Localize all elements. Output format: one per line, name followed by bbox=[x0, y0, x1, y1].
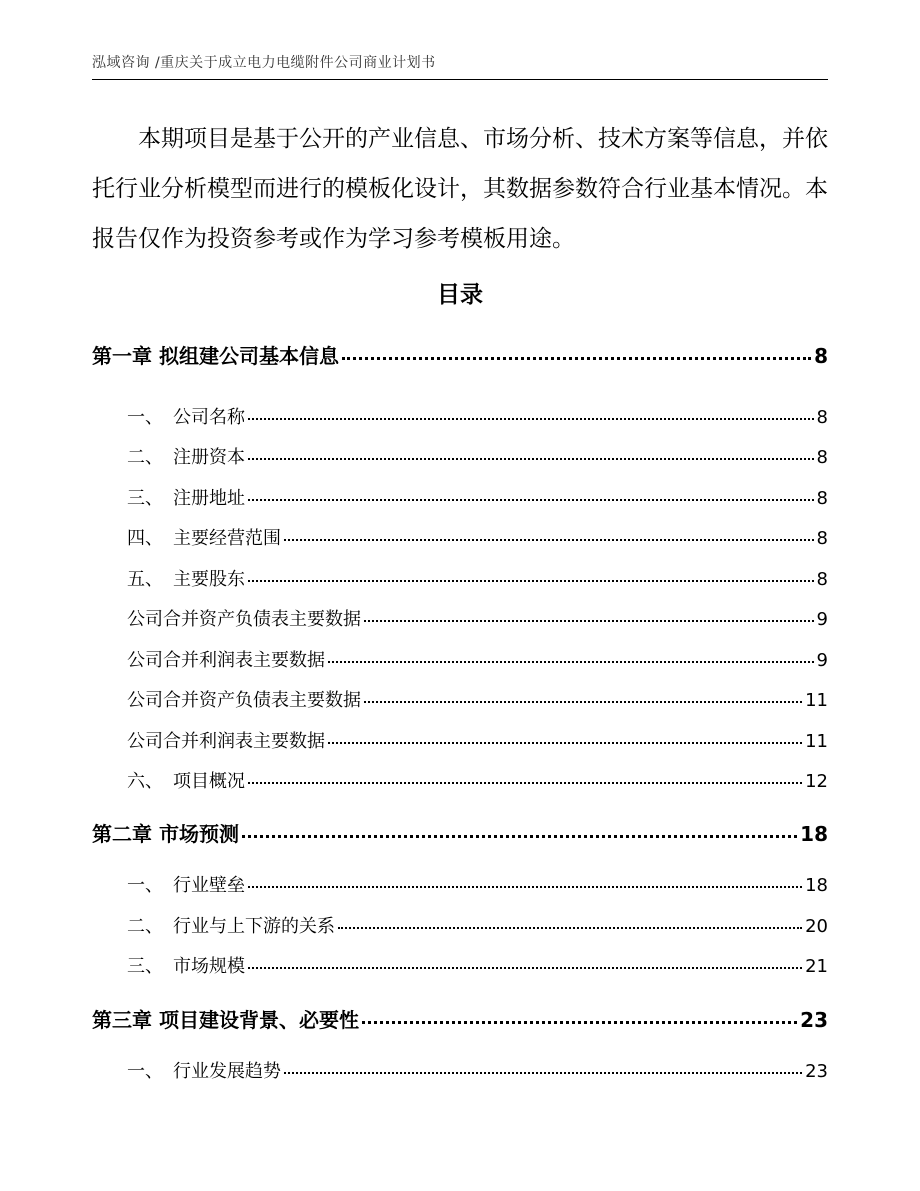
toc-entry-label: 公司合并资产负债表主要数据 bbox=[127, 690, 361, 711]
toc-entry-shareholders[interactable] bbox=[127, 565, 828, 591]
toc-page-number: 12 bbox=[805, 771, 828, 792]
toc-leader-dots bbox=[248, 967, 802, 969]
toc-entry-label: 行业与上下游的关系 bbox=[173, 916, 335, 937]
toc-entry-project-overview[interactable] bbox=[127, 767, 828, 793]
toc-entry-label: 公司合并资产负债表主要数据 bbox=[127, 609, 361, 630]
toc-leader-dots bbox=[364, 620, 814, 622]
toc-entry-upstream-downstream[interactable] bbox=[127, 912, 828, 938]
toc-page-number: 20 bbox=[805, 916, 828, 937]
toc-entry-company-name[interactable] bbox=[127, 403, 828, 429]
toc-entry-registered-capital[interactable] bbox=[127, 443, 828, 469]
toc-entry-income-statement-2[interactable] bbox=[127, 727, 828, 753]
toc-leader-dots bbox=[248, 886, 802, 888]
toc-page-number: 21 bbox=[805, 956, 828, 977]
toc-entry-label: 主要经营范围 bbox=[173, 528, 281, 549]
toc-entry-label: 公司合并利润表主要数据 bbox=[127, 731, 325, 752]
intro-paragraph: 本期项目是基于公开的产业信息、市场分析、技术方案等信息，并依托行业分析模型而进行的模板化设计，其数据参数符合行业基本情况。本报告仅作为投资参考或作为学习参考模板用途。 bbox=[92, 126, 828, 252]
toc-entry-industry-trends[interactable] bbox=[127, 1057, 828, 1083]
toc-entry-label: 第三章 项目建设背景、必要性 bbox=[92, 1008, 359, 1032]
toc-entry-number: 四、 bbox=[127, 528, 163, 549]
toc-entry-registered-address[interactable] bbox=[127, 484, 828, 510]
toc-entry-label: 市场规模 bbox=[173, 956, 245, 977]
toc-entry-business-scope[interactable] bbox=[127, 524, 828, 550]
toc-leader-dots bbox=[362, 1021, 797, 1024]
toc-entry-label: 行业发展趋势 bbox=[173, 1061, 281, 1082]
toc-leader-dots bbox=[248, 499, 814, 501]
toc-entry-balance-sheet-2[interactable] bbox=[127, 686, 828, 712]
toc-leader-dots bbox=[328, 661, 814, 663]
toc-entry-label: 主要股东 bbox=[173, 569, 245, 590]
toc-entry-label: 第一章 拟组建公司基本信息 bbox=[92, 344, 339, 368]
toc-leader-dots bbox=[284, 1072, 802, 1074]
header-divider bbox=[92, 79, 828, 80]
toc-page-number: 8 bbox=[816, 488, 828, 509]
toc-page-number: 8 bbox=[816, 569, 828, 590]
toc-page-number: 8 bbox=[814, 344, 828, 368]
toc-entry-label: 项目概况 bbox=[173, 771, 245, 792]
toc-page-number: 11 bbox=[805, 731, 828, 752]
toc-page-number: 23 bbox=[800, 1008, 828, 1032]
toc-title: 目录 bbox=[437, 282, 483, 308]
toc-page-number: 23 bbox=[805, 1061, 828, 1082]
toc-entry-market-size[interactable] bbox=[127, 952, 828, 978]
toc-leader-dots bbox=[284, 539, 814, 541]
toc-leader-dots bbox=[248, 580, 814, 582]
toc-chapter-2[interactable] bbox=[92, 818, 828, 847]
toc-leader-dots bbox=[248, 782, 802, 784]
toc-page-number: 18 bbox=[805, 875, 828, 896]
toc-entry-industry-barriers[interactable] bbox=[127, 871, 828, 897]
toc-leader-dots bbox=[248, 418, 814, 420]
toc-entry-label: 行业壁垒 bbox=[173, 875, 245, 896]
toc-entry-label: 注册地址 bbox=[173, 488, 245, 509]
toc-chapter-3[interactable] bbox=[92, 1004, 828, 1033]
toc-page-number: 8 bbox=[816, 447, 828, 468]
toc-leader-dots bbox=[248, 458, 814, 460]
toc-leader-dots bbox=[338, 927, 802, 929]
toc-leader-dots bbox=[364, 701, 802, 703]
page-header: 泓域咨询 /重庆关于成立电力电缆附件公司商业计划书 bbox=[92, 55, 436, 71]
toc-page-number: 11 bbox=[805, 690, 828, 711]
toc-entry-income-statement-1[interactable] bbox=[127, 646, 828, 672]
toc-entry-number: 一、 bbox=[127, 1061, 163, 1082]
toc-leader-dots bbox=[328, 742, 802, 744]
toc-entry-label: 第二章 市场预测 bbox=[92, 822, 239, 846]
toc-page-number: 8 bbox=[816, 528, 828, 549]
toc-page-number: 9 bbox=[816, 609, 828, 630]
toc-entry-number: 六、 bbox=[127, 771, 163, 792]
toc-entry-number: 一、 bbox=[127, 875, 163, 896]
toc-entry-label: 公司合并利润表主要数据 bbox=[127, 650, 325, 671]
toc-entry-label: 注册资本 bbox=[173, 447, 245, 468]
toc-leader-dots bbox=[242, 835, 797, 838]
toc-entry-balance-sheet-1[interactable] bbox=[127, 605, 828, 631]
toc-entry-number: 五、 bbox=[127, 569, 163, 590]
toc-entry-number: 一、 bbox=[127, 407, 163, 428]
toc-leader-dots bbox=[342, 357, 811, 360]
toc-entry-number: 二、 bbox=[127, 916, 163, 937]
toc-entry-number: 二、 bbox=[127, 447, 163, 468]
toc-entry-number: 三、 bbox=[127, 488, 163, 509]
toc-page-number: 18 bbox=[800, 822, 828, 846]
toc-entry-number: 三、 bbox=[127, 956, 163, 977]
toc-chapter-1[interactable] bbox=[92, 340, 828, 369]
toc-page-number: 8 bbox=[816, 407, 828, 428]
toc-entry-label: 公司名称 bbox=[173, 407, 245, 428]
toc-page-number: 9 bbox=[816, 650, 828, 671]
intro-block bbox=[92, 114, 828, 264]
